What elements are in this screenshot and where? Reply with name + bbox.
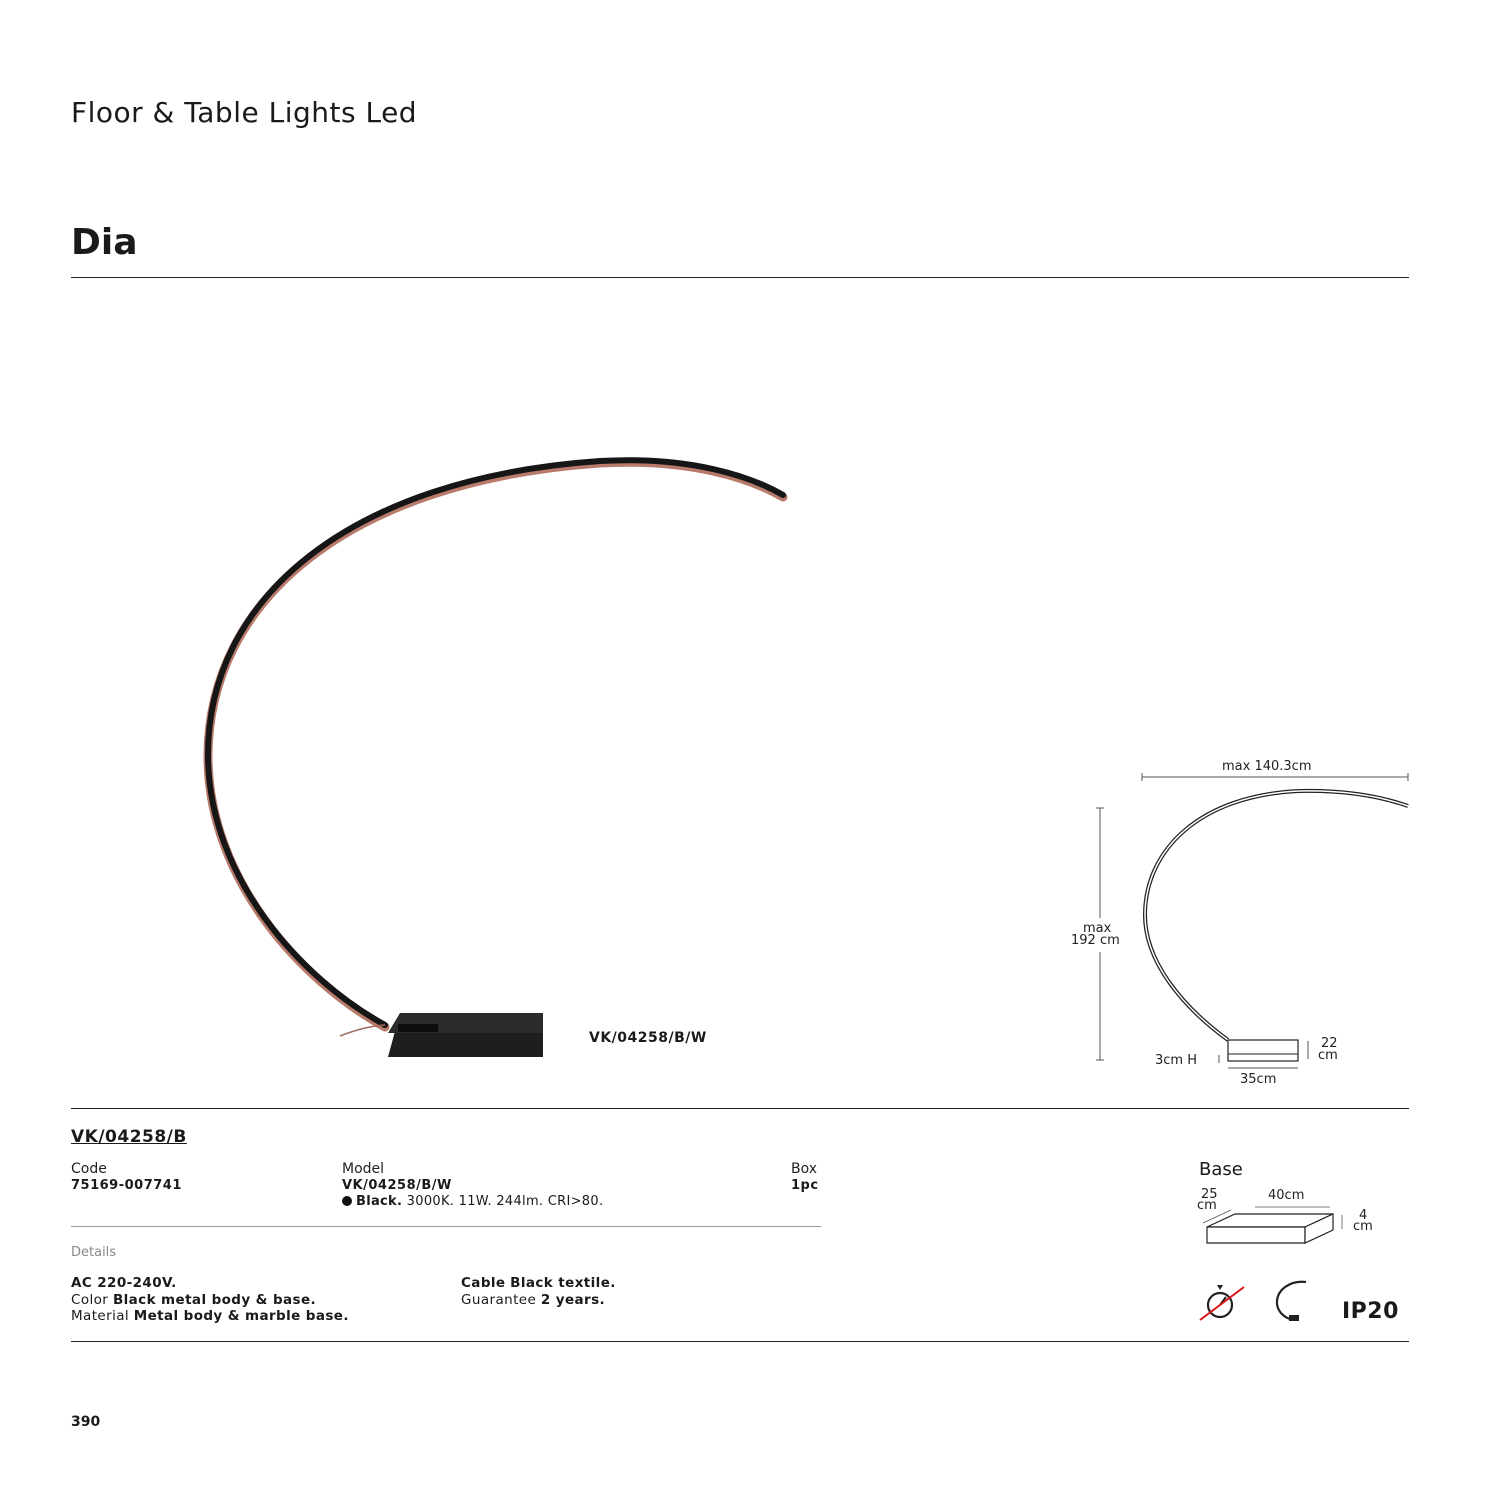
- box-value: 1pc: [791, 1178, 819, 1193]
- spec-divider-top: [71, 1108, 1409, 1109]
- drawing-base-width-label: 35cm: [1240, 1072, 1277, 1087]
- variant-specs: 3000K. 11W. 244lm. CRI>80.: [406, 1194, 604, 1209]
- base-title: Base: [1199, 1159, 1243, 1180]
- details-column-2: [461, 1275, 616, 1308]
- cable-label: Cable: [461, 1275, 506, 1291]
- base-depth-label-1: 25: [1201, 1187, 1218, 1202]
- spec-divider-bottom: [71, 1341, 1409, 1342]
- code-label: Code: [71, 1161, 107, 1177]
- drawing-base-depth-label-1: 22: [1321, 1036, 1338, 1051]
- product-code-title: VK/04258/B: [71, 1127, 187, 1147]
- code-value: 75169-007741: [71, 1178, 182, 1193]
- base-depth-label-2: cm: [1197, 1198, 1217, 1213]
- box-label: Box: [791, 1161, 818, 1177]
- model-value: VK/04258/B/W: [342, 1178, 452, 1193]
- base-width-label: 40cm: [1268, 1188, 1305, 1203]
- drawing-height-label-2: 192 cm: [1071, 933, 1120, 948]
- product-name: Dia: [71, 222, 138, 263]
- voltage-line: [71, 1275, 349, 1292]
- no-dimmer-icon: [1196, 1283, 1248, 1323]
- drawing-width-label: max 140.3cm: [1222, 759, 1312, 774]
- color-label: Color: [71, 1291, 109, 1308]
- variant-color: Black.: [356, 1194, 403, 1209]
- drawing-height-label-1: max: [1083, 921, 1112, 936]
- arc-lamp-icon: [1270, 1278, 1318, 1324]
- guarantee-value: 2 years.: [540, 1291, 606, 1308]
- voltage-value: AC 220-240V.: [71, 1275, 177, 1291]
- lamp-photo: [208, 460, 783, 1057]
- lamp-technical-drawing: [1096, 773, 1408, 1068]
- details-column-1: [71, 1275, 349, 1325]
- drawing-base-depth-label-2: cm: [1318, 1048, 1338, 1063]
- color-value: Black metal body & base.: [112, 1291, 317, 1308]
- material-value: Metal body & marble base.: [133, 1308, 349, 1324]
- ip-rating: IP20: [1342, 1299, 1399, 1324]
- category-title: Floor & Table Lights Led: [71, 96, 418, 129]
- material-line: [71, 1308, 349, 1325]
- page-number: 390: [71, 1414, 101, 1430]
- guarantee-label: Guarantee: [461, 1291, 537, 1308]
- details-label: Details: [71, 1245, 117, 1260]
- color-line: [71, 1292, 349, 1309]
- guarantee-line: [461, 1292, 616, 1309]
- material-label: Material: [71, 1308, 130, 1324]
- model-label: Model: [342, 1161, 385, 1177]
- black-color-dot: [342, 1196, 352, 1206]
- cable-value: Black textile.: [510, 1275, 616, 1291]
- base-height-label-1: 4: [1359, 1208, 1368, 1223]
- drawing-base-height-label: 3cm H: [1155, 1053, 1197, 1068]
- photo-product-label: VK/04258/B/W: [589, 1030, 707, 1046]
- spec-divider-middle: [71, 1226, 821, 1227]
- base-height-label-2: cm: [1353, 1219, 1373, 1234]
- variant-spec: [342, 1194, 603, 1209]
- cable-line: [461, 1275, 616, 1292]
